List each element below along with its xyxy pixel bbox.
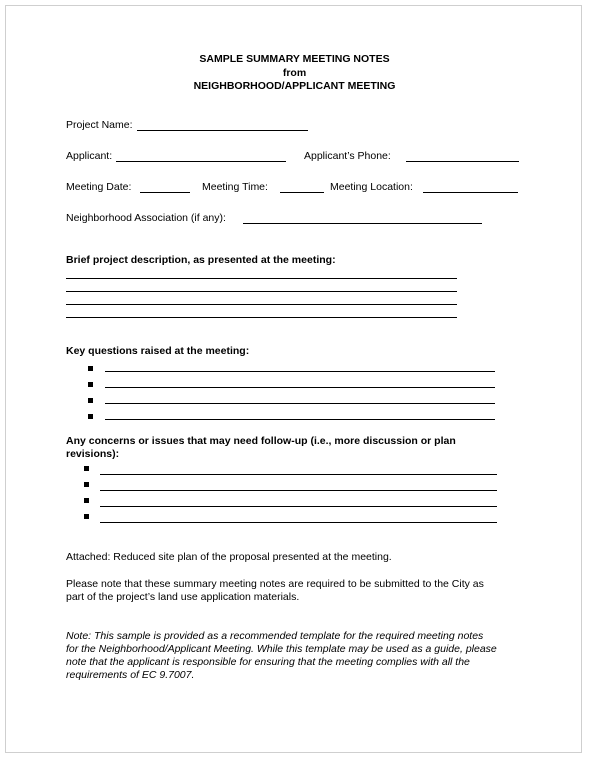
bullet-icon — [88, 382, 93, 387]
concern-line[interactable] — [100, 522, 497, 523]
description-line[interactable] — [66, 317, 457, 318]
bullet-icon — [88, 414, 93, 419]
bullet-icon — [84, 498, 89, 503]
question-line[interactable] — [105, 419, 495, 420]
question-line[interactable] — [105, 403, 495, 404]
meeting-date-line[interactable] — [140, 192, 190, 193]
meeting-time-label: Meeting Time: — [202, 181, 268, 193]
concern-line[interactable] — [100, 474, 497, 475]
meeting-location-label: Meeting Location: — [330, 181, 413, 193]
document-title-from: from — [282, 67, 307, 79]
project-name-label: Project Name: — [66, 119, 133, 131]
document-title: SAMPLE SUMMARY MEETING NOTES — [199, 53, 390, 65]
concerns-heading-cont: revisions): — [66, 448, 120, 460]
neighborhood-association-label: Neighborhood Association (if any): — [66, 212, 226, 224]
concern-line[interactable] — [100, 506, 497, 507]
question-line[interactable] — [105, 387, 495, 388]
description-line[interactable] — [66, 278, 457, 279]
meeting-location-line[interactable] — [423, 192, 518, 193]
description-heading: Brief project description, as presented at the meeting: — [66, 254, 336, 266]
neighborhood-association-line[interactable] — [243, 223, 482, 224]
concern-line[interactable] — [100, 490, 497, 491]
document-subtitle: NEIGHBORHOOD/APPLICANT MEETING — [193, 80, 396, 92]
project-name-line[interactable] — [137, 130, 308, 131]
applicant-line[interactable] — [116, 161, 286, 162]
applicant-phone-label: Applicant’s Phone: — [304, 150, 391, 162]
questions-heading: Key questions raised at the meeting: — [66, 345, 250, 357]
attached-note: Attached: Reduced site plan of the proposal presented at the meeting. — [66, 551, 392, 563]
question-line[interactable] — [105, 371, 495, 372]
please-note-line1: Please note that these summary meeting notes are required to be submitted to the City as — [66, 578, 484, 590]
note-line4: requirements of EC 9.7007. — [66, 669, 195, 681]
bullet-icon — [84, 482, 89, 487]
bullet-icon — [84, 514, 89, 519]
note-line2: for the Neighborhood/Applicant Meeting. While this template may be used as a guide, please — [66, 643, 497, 655]
meeting-date-label: Meeting Date: — [66, 181, 132, 193]
description-line[interactable] — [66, 304, 457, 305]
applicant-label: Applicant: — [66, 150, 113, 162]
applicant-phone-line[interactable] — [406, 161, 519, 162]
bullet-icon — [88, 398, 93, 403]
note-line1: Note: This sample is provided as a recommended template for the required meeting notes — [66, 630, 484, 642]
description-line[interactable] — [66, 291, 457, 292]
note-line3: note that the applicant is responsible for ensuring that the meeting complies with all the — [66, 656, 470, 668]
bullet-icon — [88, 366, 93, 371]
bullet-icon — [84, 466, 89, 471]
concerns-heading: Any concerns or issues that may need follow-up (i.e., more discussion or plan — [66, 435, 456, 447]
meeting-time-line[interactable] — [280, 192, 324, 193]
please-note-line2: part of the project’s land use application materials. — [66, 591, 300, 603]
